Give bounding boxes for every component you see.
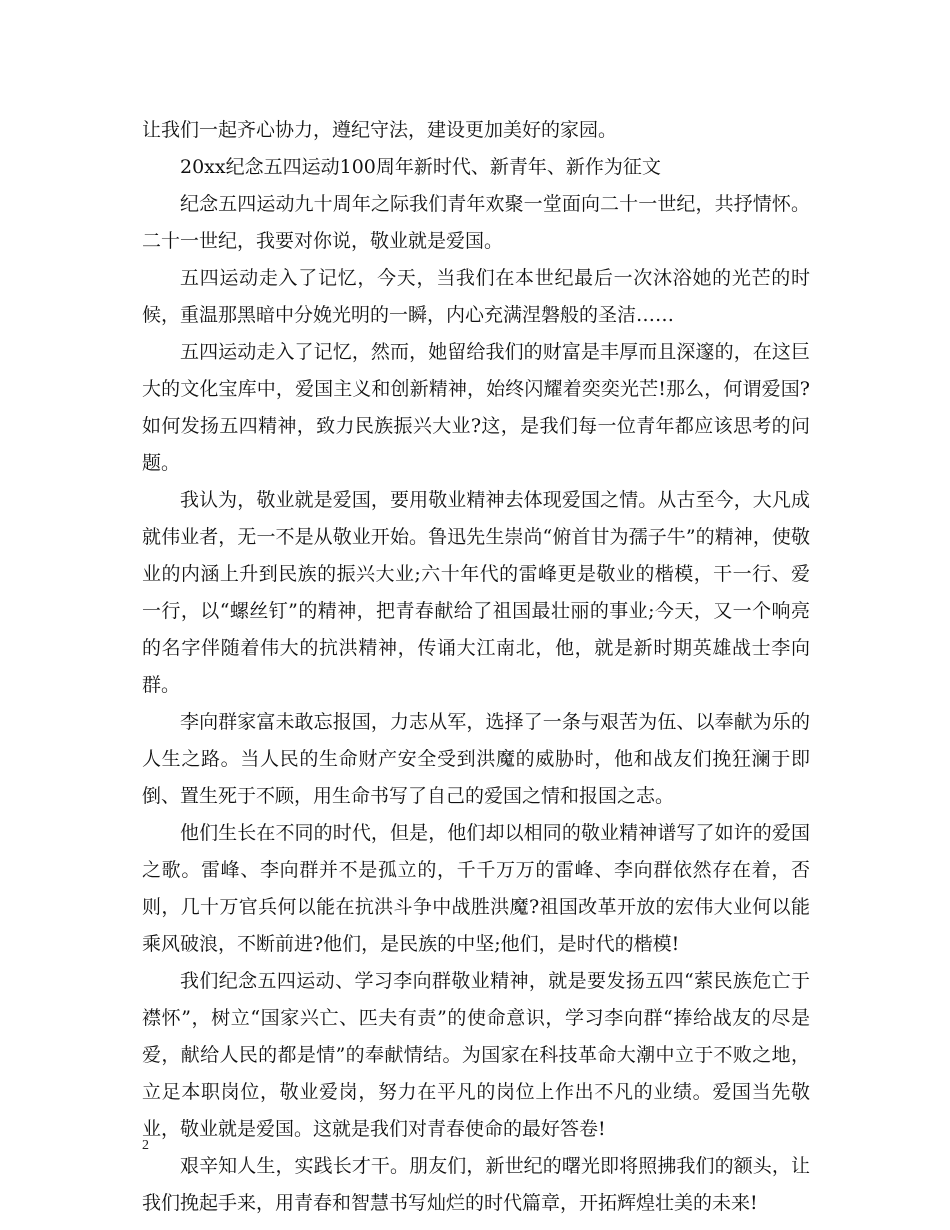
paragraph-4: 五四运动走入了记忆，今天，当我们在本世纪最后一次沐浴她的光芒的时候，重温那黑暗中分娩光明的一瞬，内心充满涅磐般的圣洁……: [142, 267, 810, 326]
paragraph-10: 艰辛知人生，实践长才干。朋友们，新世纪的曙光即将照拂我们的额头，让我们挽起手来，用青春和智慧书写灿烂的时代篇章，开拓辉煌壮美的未来!: [142, 1155, 810, 1214]
paragraph-1: 让我们一起齐心协力，遵纪守法，建设更加美好的家园。: [142, 119, 618, 141]
paragraph-9: 我们纪念五四运动、学习李向群敬业精神，就是要发扬五四“萦民族危亡于襟怀”，树立“国家兴亡、匹夫有责”的使命意识，学习李向群“捧给战友的尽是爱，献给人民的都是情”的奉献情结。为国家在科技革命大潮中立于不败之地，立足本职岗位，敬业爱岗，努力在平凡的岗位上作出不凡的业绩。爱国当先敬业，敬业就是爱国。这就是我们对青春使命的最好答卷!: [142, 970, 810, 1140]
paragraph-6: 我认为，敬业就是爱国，要用敬业精神去体现爱国之情。从古至今，大凡成就伟业者，无一不是从敬业开始。鲁迅先生崇尚“俯首甘为孺子牛”的精神，使敬业的内涵上升到民族的振兴大业;六十年代的雷峰更是敬业的楷模，干一行、爱一行，以“螺丝钉”的精神，把青春献给了祖国最壮丽的事业;今天，又一个响亮的名字伴随着伟大的抗洪精神，传诵大江南北，他，就是新时期英雄战士李向群。: [142, 489, 810, 696]
page-number: 2: [142, 1138, 149, 1153]
paragraph-8: 他们生长在不同的时代，但是，他们却以相同的敬业精神谱写了如许的爱国之歌。雷峰、李向群并不是孤立的，千千万万的雷峰、李向群依然存在着，否则，几十万官兵何以能在抗洪斗争中战胜洪魔?祖国改革开放的宏伟大业何以能乘风破浪，不断前进?他们，是民族的中坚;他们，是时代的楷模!: [142, 822, 810, 955]
paragraph-7: 李向群家富未敢忘报国，力志从军，选择了一条与艰苦为伍、以奉献为乐的人生之路。当人民的生命财产安全受到洪魔的威胁时，他和战友们挽狂澜于即倒、置生死于不顾，用生命书写了自己的爱国之情和报国之志。: [142, 711, 810, 807]
paragraph-5: 五四运动走入了记忆，然而，她留给我们的财富是丰厚而且深邃的，在这巨大的文化宝库中，爱国主义和创新精神，始终闪耀着奕奕光芒!那么，何谓爱国?如何发扬五四精神，致力民族振兴大业?这，是我们每一位青年都应该思考的问题。: [142, 341, 810, 474]
essay-title: 20xx纪念五四运动100周年新时代、新青年、新作为征文: [180, 156, 661, 178]
document-body: [142, 112, 810, 1222]
paragraph-3: 纪念五四运动九十周年之际我们青年欢聚一堂面向二十一世纪，共抒情怀。二十一世纪，我要对你说，敬业就是爱国。: [142, 193, 810, 252]
